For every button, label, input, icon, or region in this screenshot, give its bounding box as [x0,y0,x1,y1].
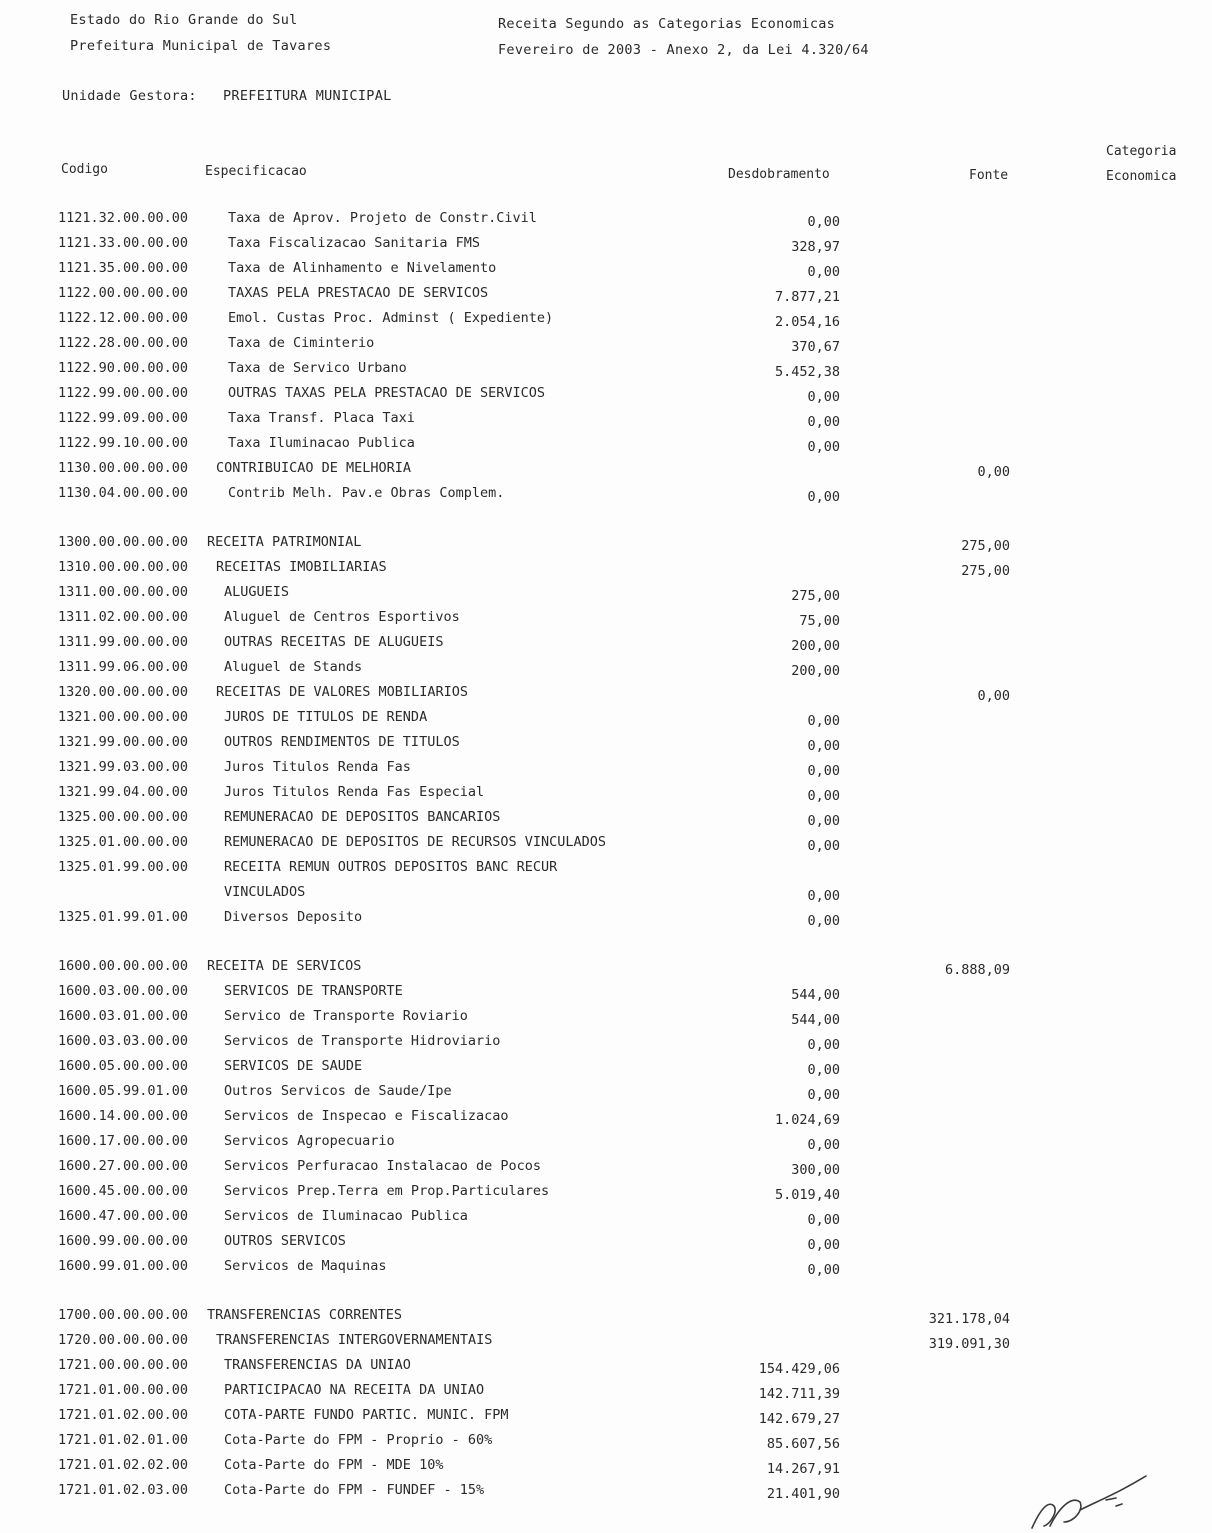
row-desdobramento: 142.679,27 [758,1411,840,1427]
row-fonte: 275,00 [961,563,1010,579]
table-row [0,1407,1212,1432]
row-code: 1325.00.00.00.00 [58,809,189,825]
municipality-name: Prefeitura Municipal de Tavares [70,38,332,54]
row-code: 1721.01.02.01.00 [58,1432,189,1448]
table-row [0,1133,1212,1158]
table-row [0,1008,1212,1033]
row-specification: JUROS DE TITULOS DE RENDA [224,709,428,725]
signature-mark [1020,1470,1160,1530]
row-specification: REMUNERACAO DE DEPOSITOS BANCARIOS [224,809,501,825]
row-specification: Cota-Parte do FPM - FUNDEF - 15% [224,1482,485,1498]
table-row [0,958,1212,983]
report-title: Receita Segundo as Categorias Economicas [498,16,836,32]
row-desdobramento: 1.024,69 [774,1112,840,1128]
row-code: 1700.00.00.00.00 [58,1307,189,1323]
row-code: 1311.02.00.00.00 [58,609,189,625]
table-row [0,1432,1212,1457]
row-code: 1122.99.09.00.00 [58,410,189,426]
row-specification: Taxa de Ciminterio [228,335,375,351]
row-specification: Taxa de Servico Urbano [228,360,407,376]
row-specification: Cota-Parte do FPM - Proprio - 60% [224,1432,493,1448]
row-desdobramento: 7.877,21 [774,289,840,305]
table-row [0,534,1212,559]
row-code: 1600.17.00.00.00 [58,1133,189,1149]
row-desdobramento: 21.401,90 [766,1486,840,1502]
table-row [0,909,1212,934]
table-row [0,1208,1212,1233]
table-row [0,1332,1212,1357]
row-code: 1121.32.00.00.00 [58,210,189,226]
row-code: 1600.03.01.00.00 [58,1008,189,1024]
row-code: 1600.03.03.00.00 [58,1033,189,1049]
table-row [0,859,1212,884]
row-code: 1721.01.00.00.00 [58,1382,189,1398]
column-header-economica: Economica [1106,169,1177,184]
table-row [0,983,1212,1008]
table-row [0,1058,1212,1083]
row-code: 1721.01.02.00.00 [58,1407,189,1423]
row-code: 1300.00.00.00.00 [58,534,189,550]
table-row [0,210,1212,235]
table-row [0,759,1212,784]
table-row [0,285,1212,310]
table-row [0,485,1212,510]
table-row [0,460,1212,485]
row-desdobramento: 544,00 [791,1012,840,1028]
row-fonte: 275,00 [961,538,1010,554]
table-row [0,1033,1212,1058]
row-desdobramento: 0,00 [807,1037,840,1053]
row-desdobramento: 0,00 [807,389,840,405]
row-specification: Taxa Iluminacao Publica [228,435,415,451]
row-code: 1600.99.01.00.00 [58,1258,189,1274]
row-code: 1325.01.00.00.00 [58,834,189,850]
row-desdobramento: 0,00 [807,788,840,804]
table-row [0,1158,1212,1183]
row-desdobramento: 0,00 [807,214,840,230]
table-row [0,1108,1212,1133]
table-row [0,335,1212,360]
row-specification: Servicos Prep.Terra em Prop.Particulares [224,1183,550,1199]
row-code: 1122.99.10.00.00 [58,435,189,451]
table-row [0,310,1212,335]
row-desdobramento: 0,00 [807,1262,840,1278]
row-desdobramento: 2.054,16 [774,314,840,330]
table-row [0,410,1212,435]
row-code: 1321.99.00.00.00 [58,734,189,750]
row-specification: Taxa Fiscalizacao Sanitaria FMS [228,235,480,251]
row-code: 1721.01.02.03.00 [58,1482,189,1498]
table-row [0,1183,1212,1208]
row-specification: Servicos de Inspecao e Fiscalizacao [224,1108,509,1124]
table-row [0,709,1212,734]
row-specification: VINCULADOS [224,884,306,900]
table-row [0,734,1212,759]
row-desdobramento: 0,00 [807,813,840,829]
row-desdobramento: 14.267,91 [766,1461,840,1477]
row-specification: ALUGUEIS [224,584,290,600]
row-specification: RECEITAS DE VALORES MOBILIARIOS [216,684,468,700]
table-row [0,584,1212,609]
row-specification: TRANSFERENCIAS INTERGOVERNAMENTAIS [216,1332,493,1348]
row-desdobramento: 5.452,38 [774,364,840,380]
row-specification: RECEITA DE SERVICOS [207,958,362,974]
row-code: 1720.00.00.00.00 [58,1332,189,1348]
row-desdobramento: 200,00 [791,663,840,679]
row-code: 1325.01.99.00.00 [58,859,189,875]
table-row [0,260,1212,285]
row-specification: Emol. Custas Proc. Adminst ( Expediente) [228,310,554,326]
row-specification: Contrib Melh. Pav.e Obras Complem. [228,485,505,501]
row-desdobramento: 200,00 [791,638,840,654]
column-header-code: Codigo [61,162,108,177]
unit-value: PREFEITURA MUNICIPAL [223,88,392,104]
row-code: 1122.99.00.00.00 [58,385,189,401]
table-row [0,385,1212,410]
row-specification: PARTICIPACAO NA RECEITA DA UNIAO [224,1382,485,1398]
table-row [0,1233,1212,1258]
row-desdobramento: 0,00 [807,414,840,430]
row-desdobramento: 5.019,40 [774,1187,840,1203]
table-row [0,884,1212,909]
column-header-desdobramento: Desdobramento [728,167,830,182]
row-fonte: 6.888,09 [944,962,1010,978]
row-code: 1600.00.00.00.00 [58,958,189,974]
row-code: 1721.00.00.00.00 [58,1357,189,1373]
row-specification: OUTRAS TAXAS PELA PRESTACAO DE SERVICOS [228,385,545,401]
row-desdobramento: 0,00 [807,763,840,779]
row-specification: SERVICOS DE SAUDE [224,1058,363,1074]
table-row [0,684,1212,709]
table-row [0,834,1212,859]
row-code: 1311.00.00.00.00 [58,584,189,600]
row-specification: Cota-Parte do FPM - MDE 10% [224,1457,444,1473]
row-desdobramento: 544,00 [791,987,840,1003]
column-header-categoria: Categoria [1106,144,1177,159]
table-row [0,360,1212,385]
table-row [0,809,1212,834]
table-row [0,1258,1212,1283]
row-specification: SERVICOS DE TRANSPORTE [224,983,403,999]
row-specification: Servico de Transporte Roviario [224,1008,468,1024]
report-period: Fevereiro de 2003 - Anexo 2, da Lei 4.320/64 [498,42,869,58]
row-code: 1600.27.00.00.00 [58,1158,189,1174]
table-row [0,1083,1212,1108]
row-desdobramento: 0,00 [807,888,840,904]
row-desdobramento: 0,00 [807,489,840,505]
row-specification: Servicos Perfuracao Instalacao de Pocos [224,1158,541,1174]
row-specification: RECEITAS IMOBILIARIAS [216,559,387,575]
state-name: Estado do Rio Grande do Sul [70,12,298,28]
row-specification: Taxa de Aprov. Projeto de Constr.Civil [228,210,537,226]
table-row [0,634,1212,659]
row-code: 1130.00.00.00.00 [58,460,189,476]
row-code: 1321.99.04.00.00 [58,784,189,800]
row-specification: REMUNERACAO DE DEPOSITOS DE RECURSOS VINCULADOS [224,834,607,850]
row-desdobramento: 0,00 [807,1087,840,1103]
row-desdobramento: 300,00 [791,1162,840,1178]
row-specification: CONTRIBUICAO DE MELHORIA [216,460,412,476]
row-fonte: 319.091,30 [928,1336,1010,1352]
row-desdobramento: 328,97 [791,239,840,255]
row-specification: RECEITA PATRIMONIAL [207,534,362,550]
row-code: 1311.99.00.00.00 [58,634,189,650]
row-code: 1600.03.00.00.00 [58,983,189,999]
row-code: 1121.33.00.00.00 [58,235,189,251]
row-specification: Servicos de Iluminacao Publica [224,1208,468,1224]
row-specification: Aluguel de Stands [224,659,363,675]
row-code: 1321.99.03.00.00 [58,759,189,775]
row-code: 1320.00.00.00.00 [58,684,189,700]
row-specification: Servicos de Maquinas [224,1258,387,1274]
row-specification: Juros Titulos Renda Fas Especial [224,784,485,800]
row-code: 1130.04.00.00.00 [58,485,189,501]
row-specification: Taxa de Alinhamento e Nivelamento [228,260,497,276]
row-code: 1121.35.00.00.00 [58,260,189,276]
row-code: 1600.45.00.00.00 [58,1183,189,1199]
row-code: 1321.00.00.00.00 [58,709,189,725]
row-desdobramento: 75,00 [799,613,840,629]
row-code: 1600.05.00.00.00 [58,1058,189,1074]
row-code: 1122.28.00.00.00 [58,335,189,351]
row-code: 1310.00.00.00.00 [58,559,189,575]
row-code: 1600.14.00.00.00 [58,1108,189,1124]
row-desdobramento: 0,00 [807,713,840,729]
row-specification: RECEITA REMUN OUTROS DEPOSITOS BANC RECUR [224,859,558,875]
row-specification: TRANSFERENCIAS CORRENTES [207,1307,403,1323]
row-desdobramento: 0,00 [807,264,840,280]
row-code: 1122.00.00.00.00 [58,285,189,301]
table-row [0,659,1212,684]
row-specification: Servicos de Transporte Hidroviario [224,1033,501,1049]
table-row [0,609,1212,634]
table-row [0,235,1212,260]
row-code: 1325.01.99.01.00 [58,909,189,925]
table-row [0,784,1212,809]
row-desdobramento: 0,00 [807,1062,840,1078]
row-desdobramento: 0,00 [807,1137,840,1153]
row-specification: Outros Servicos de Saude/Ipe [224,1083,452,1099]
row-desdobramento: 275,00 [791,588,840,604]
row-desdobramento: 154.429,06 [758,1361,840,1377]
column-header-spec: Especificacao [205,164,307,179]
unit-label: Unidade Gestora: [62,88,197,104]
row-desdobramento: 0,00 [807,1212,840,1228]
row-code: 1122.90.00.00.00 [58,360,189,376]
row-specification: TAXAS PELA PRESTACAO DE SERVICOS [228,285,489,301]
row-code: 1721.01.02.02.00 [58,1457,189,1473]
table-row [0,1382,1212,1407]
row-specification: OUTRAS RECEITAS DE ALUGUEIS [224,634,444,650]
row-code: 1600.05.99.01.00 [58,1083,189,1099]
row-specification: TRANSFERENCIAS DA UNIAO [224,1357,411,1373]
row-fonte: 0,00 [977,464,1010,480]
row-desdobramento: 142.711,39 [758,1386,840,1402]
row-code: 1122.12.00.00.00 [58,310,189,326]
row-desdobramento: 0,00 [807,738,840,754]
row-fonte: 321.178,04 [928,1311,1010,1327]
table-row [0,1357,1212,1382]
row-specification: Taxa Transf. Placa Taxi [228,410,415,426]
row-desdobramento: 85.607,56 [766,1436,840,1452]
row-code: 1600.47.00.00.00 [58,1208,189,1224]
row-specification: OUTROS RENDIMENTOS DE TITULOS [224,734,460,750]
row-specification: OUTROS SERVICOS [224,1233,346,1249]
row-code: 1311.99.06.00.00 [58,659,189,675]
row-specification: Diversos Deposito [224,909,363,925]
row-desdobramento: 0,00 [807,913,840,929]
row-fonte: 0,00 [977,688,1010,704]
revenue-table [0,210,1212,1507]
table-row [0,1307,1212,1332]
column-header-fonte: Fonte [969,168,1009,183]
table-row [0,559,1212,584]
row-specification: Aluguel de Centros Esportivos [224,609,460,625]
row-desdobramento: 0,00 [807,838,840,854]
row-desdobramento: 0,00 [807,439,840,455]
row-desdobramento: 0,00 [807,1237,840,1253]
table-row [0,435,1212,460]
row-specification: Servicos Agropecuario [224,1133,395,1149]
row-specification: COTA-PARTE FUNDO PARTIC. MUNIC. FPM [224,1407,509,1423]
row-code: 1600.99.00.00.00 [58,1233,189,1249]
row-desdobramento: 370,67 [791,339,840,355]
row-specification: Juros Titulos Renda Fas [224,759,411,775]
